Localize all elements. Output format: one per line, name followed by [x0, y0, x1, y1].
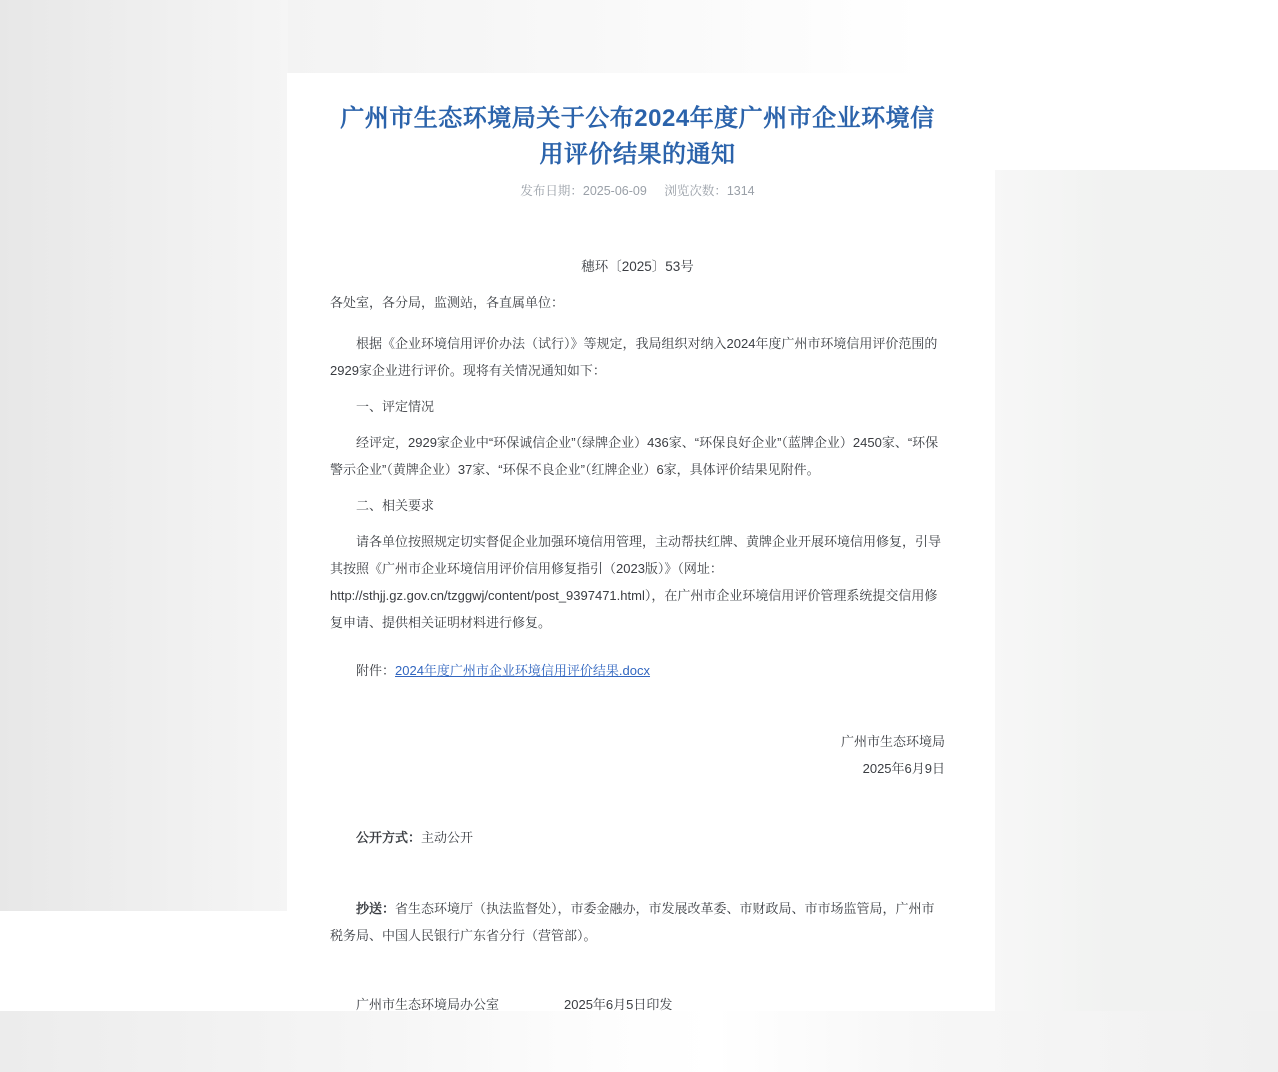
document-paragraph: 请各单位按照规定切实督促企业加强环境信用管理，主动帮扶红牌、黄牌企业开展环境信用修复，引导其按照《广州市企业环境信用评价信用修复指引（2023版）》（网址：http://sthjj.gz.gov.cn/tzggwj/content/post_9397471.html），在广州市企业环境信用评价管理系统提交信用修复申请、提供相关证明材料进行修复。	[330, 534, 942, 630]
document-sheet	[287, 73, 995, 1011]
footer-line	[330, 991, 945, 1018]
article-meta	[330, 183, 945, 200]
page-title	[330, 101, 945, 173]
attachment-line	[330, 657, 945, 684]
footer-print-date: 2025年6月5日印发	[564, 997, 673, 1012]
document-paragraph: 经评定，2929家企业中“环保诚信企业”（绿牌企业）436家、“环保良好企业”（蓝牌企业）2450家、“环保警示企业”（黄牌企业）37家、“环保不良企业”（红牌企业）6家，具体评价结果见附件。	[330, 435, 939, 477]
document-paragraph: 二、相关要求	[356, 498, 435, 513]
document-paragraph: 各处室，各分局，监测站，各直属单位：	[330, 295, 565, 310]
page-title-line-2: 用评价结果的通知	[539, 141, 736, 168]
signature-block	[330, 728, 945, 782]
view-count-value: 1314	[726, 184, 755, 198]
cc-value: 省生态环境厅（执法监督处），市委金融办，市发展改革委、市财政局、市市场监管局，广州市税务局、中国人民银行广东省分行（营管部）。	[330, 901, 935, 943]
view-count-label: 浏览次数：	[664, 184, 727, 198]
view-count	[664, 184, 754, 198]
page-title-line-1: 广州市生态环境局关于公布2024年度广州市企业环境信	[340, 105, 935, 132]
document-paragraph: 一、评定情况	[356, 399, 435, 414]
disclosure-label: 公开方式：	[356, 830, 422, 845]
publish-date-value: 2025-06-09	[582, 184, 647, 198]
background-left-panel	[0, 0, 288, 911]
document-body	[330, 289, 945, 1018]
background-bottom-strip	[0, 1011, 1278, 1072]
signature-org: 广州市生态环境局	[840, 734, 945, 749]
disclosure-value: 主动公开	[421, 830, 474, 845]
document-number: 穗环〔2025〕53号	[581, 259, 694, 274]
signature-date: 2025年6月9日	[862, 761, 945, 776]
attachment-link[interactable]: 2024年度广州市企业环境信用评价结果.docx	[395, 663, 651, 678]
document-paragraphs	[330, 289, 945, 636]
publish-date	[520, 184, 646, 198]
background-right-panel	[995, 170, 1278, 1011]
cc-line	[330, 895, 945, 949]
background-top-strip	[288, 0, 996, 73]
disclosure-line	[330, 824, 945, 851]
attachment-label: 附件：	[356, 663, 396, 678]
cc-label: 抄送：	[356, 901, 396, 916]
document-paragraph: 根据《企业环境信用评价办法（试行）》等规定，我局组织对纳入2024年度广州市环境信用评价范围的2929家企业进行评价。现将有关情况通知如下：	[330, 336, 938, 378]
footer-office: 广州市生态环境局办公室	[356, 997, 500, 1012]
publish-date-label: 发布日期：	[520, 184, 583, 198]
